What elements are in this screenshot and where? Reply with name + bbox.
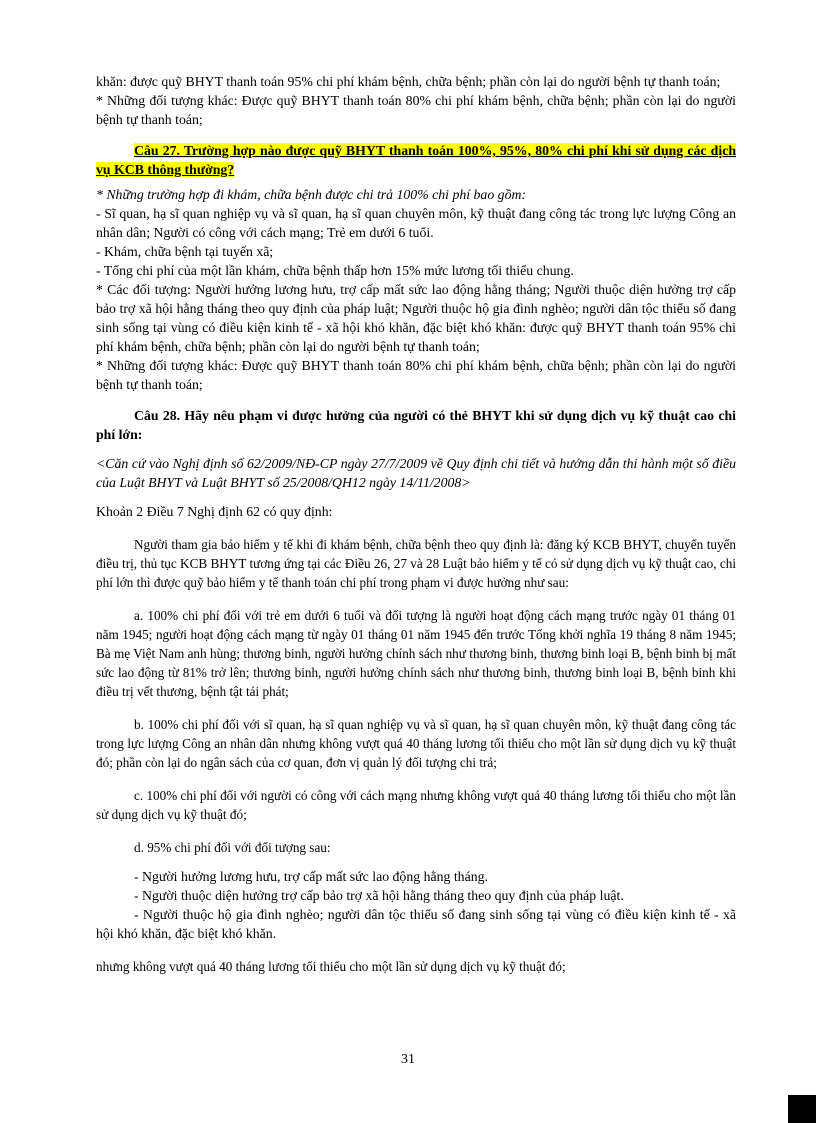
q28-item-d-entry: - Người hưởng lương hưu, trợ cấp mất sức lao động hằng tháng. — [134, 869, 488, 884]
document-page — [96, 72, 736, 976]
q27-line: - Khám, chữa bệnh tại tuyến xã; — [96, 244, 274, 259]
page-number: 31 — [401, 1052, 415, 1067]
q28-item-a: a. 100% chi phí đối với trẻ em dưới 6 tuổi và đối tượng là người hoạt động cách mạng trước ngày 01 tháng 01 năm 1945; người hoạt động cách mạng từ ngày 01 tháng 01 năm 1945 đến trước Tổng khởi nghĩa 19 tháng 8 năm 1945; Bà mẹ Việt Nam anh hùng; thương binh, người hưởng chính sách như thương binh, thương binh loại B, bệnh binh bị mất sức lao động từ 81% trở lên; thương binh, người hưởng chính sách như thương binh, thương binh loại B, bệnh binh khi điều trị vết thương, bệnh tật tái phát; — [96, 608, 736, 699]
q28-item-d-entry: - Người thuộc hộ gia đình nghèo; người dân tộc thiểu số đang sinh sống tại vùng có điều kiện kinh tế - xã hội khó khăn, đặc biệt khó khăn. — [96, 907, 736, 941]
q28-clause: Khoản 2 Điều 7 Nghị định 62 có quy định: — [96, 504, 333, 519]
paragraph: khăn: được quỹ BHYT thanh toán 95% chi phí khám bệnh, chữa bệnh; phần còn lại do người bệnh tự thanh toán; — [96, 74, 721, 89]
q27-line: * Những đối tượng khác: Được quỹ BHYT thanh toán 80% chi phí khám bệnh, chữa bệnh; phần còn lại do người bệnh tự thanh toán; — [96, 358, 736, 392]
q27-line: * Các đối tượng: Người hưởng lương hưu, trợ cấp mất sức lao động hằng tháng; Người thuộc diện hưởng trợ cấp bảo trợ xã hội hằng tháng theo quy định của pháp luật; Người thuộc hộ gia đình nghèo; người dân tộc thiểu số đang sinh sống tại vùng có điều kiện kinh tế - xã hội khó khăn, đặc biệt khó khăn: được quỹ BHYT thanh toán 95% chi phí khám bệnh, chữa bệnh; phần còn lại do người bệnh tự thanh toán; — [96, 282, 736, 354]
q28-citation: <Căn cứ vào Nghị định số 62/2009/NĐ-CP ngày 27/7/2009 về Quy định chi tiết và hướng dẫn thi hành một số điều của Luật BHYT và Luật BHYT số 25/2008/QH12 ngày 14/11/2008> — [96, 456, 736, 490]
question-28-heading: Câu 28. Hãy nêu phạm vi được hưởng của người có thẻ BHYT khi sử dụng dịch vụ kỹ thuật cao chi phí lớn: — [96, 408, 736, 442]
question-27-heading — [96, 141, 736, 179]
q28-item-c: c. 100% chi phí đối với người có công với cách mạng nhưng không vượt quá 40 tháng lương tối thiểu cho một lần sử dụng dịch vụ kỹ thuật đó; — [96, 788, 736, 822]
q28-body: Người tham gia bảo hiểm y tế khi đi khám bệnh, chữa bệnh theo quy định là: đăng ký KCB BHYT, chuyển tuyến điều trị, thủ tục KCB BHYT tương ứng tại các Điều 26, 27 và 28 Luật bảo hiểm y tế có sử dụng dịch vụ kỹ thuật cao, chi phí lớn thì được quỹ bảo hiểm y tế thanh toán chi phí trong phạm vi được hưởng như sau: — [96, 537, 736, 590]
paragraph: * Những đối tượng khác: Được quỹ BHYT thanh toán 80% chi phí khám bệnh, chữa bệnh; phần còn lại do người bệnh tự thanh toán; — [96, 93, 736, 127]
q28-item-b: b. 100% chi phí đối với sĩ quan, hạ sĩ quan nghiệp vụ và sĩ quan, hạ sĩ quan chuyên môn, kỹ thuật đang công tác trong lực lượng Công an nhân dân nhưng không vượt quá 40 tháng lương tối thiểu cho một lần sử dụng dịch vụ kỹ thuật đó; phần còn lại do ngân sách của cơ quan, đơn vị quản lý đối tượng chi trả; — [96, 717, 736, 770]
q27-line: - Sĩ quan, hạ sĩ quan nghiệp vụ và sĩ quan, hạ sĩ quan chuyên môn, kỹ thuật đang công tác trong lực lượng Công an nhân dân; Người có công với cách mạng; Trẻ em dưới 6 tuổi. — [96, 206, 736, 240]
highlighted-heading-text: Câu 27. Trường hợp nào được quỹ BHYT thanh toán 100%, 95%, 80% chi phí khi sử dụng các dịch vụ KCB thông thường? — [96, 143, 736, 177]
q27-line: - Tổng chi phí của một lần khám, chữa bệnh thấp hơn 15% mức lương tối thiểu chung. — [96, 263, 574, 278]
q28-item-d: d. 95% chi phí đối với đối tượng sau: — [134, 840, 331, 855]
q28-tail: nhưng không vượt quá 40 tháng lương tối thiểu cho một lần sử dụng dịch vụ kỹ thuật đó; — [96, 959, 566, 974]
q27-intro: * Những trường hợp đi khám, chữa bệnh được chi trả 100% chi phí bao gồm: — [96, 187, 527, 202]
corner-mark — [788, 1095, 816, 1123]
q28-item-d-entry: - Người thuộc diện hưởng trợ cấp bảo trợ xã hội hằng tháng theo quy định của pháp luật. — [134, 888, 624, 903]
